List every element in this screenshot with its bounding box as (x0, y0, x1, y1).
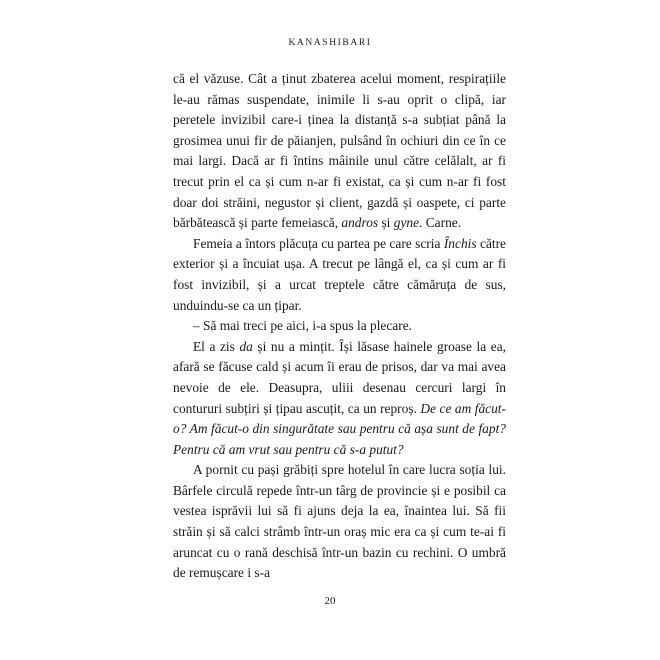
text-run: El a zis (193, 338, 240, 354)
paragraph (173, 69, 506, 234)
paragraph (173, 337, 506, 461)
body-text (173, 69, 506, 584)
text-run: Femeia a întors plăcuța cu partea pe care scria (193, 235, 444, 251)
text-run: și nu a mințit. Își lăsase hainele groase la ea, afară se făcuse cald și acum îi erau de prisos, dar va mai avea nevoie de ele. Deasupra, uliii desenau cercuri largi în contururi subțiri și țipau ascuțit, ca un reproș. (173, 338, 507, 416)
italic-text: Închis (443, 235, 477, 251)
running-head: KANASHIBARI (288, 38, 372, 48)
italic-text: andros (341, 215, 379, 231)
paragraph (173, 316, 506, 337)
text-run: . Carne. (419, 215, 462, 231)
text-run: că el văzuse. Cât a ținut zbaterea acelui moment, respirațiile le-au rămas suspendate, inimile li s-au oprit o clipă, iar peretele invizibil care-i ținea la distanță s-a subțiat până la grosimea unui fir de păianjen, pulsând în ochiuri din ce în ce mai largi. Dacă ar fi întins mâinile unul către celălalt, ar fi trecut prin el ca și cum n-ar fi existat, ca și cum n-ar fi fost doar doi străini, negustor și client, gazdă și oaspete, ci parte bărbătească și parte femeiască, (173, 71, 506, 231)
text-run: – Să mai treci pe aici, i-a spus la plecare. (193, 318, 412, 334)
italic-text: da (239, 338, 253, 354)
italic-text: gyne (393, 215, 420, 231)
text-run: către exterior și a încuiat ușa. A trecut pe lângă el, ca și cum ar fi fost invizibil, și a urcat treptele către cămăruța de sus, unduindu-se ca un țipar. (173, 235, 507, 313)
paragraph (173, 460, 506, 584)
text-run: A pornit cu pași grăbiți spre hotelul în care lucra soția lui. Bârfele circulă repede într-un târg de provincie și e posibil ca vestea isprăvii lui să fi ajuns deja la ea, înaintea lui. Să fii străin și să calci strâmb într-un oraș mic era ca și cum te-ai fi aruncat cu o rană deschisă într-un bazin cu rechini. O umbră de remușcare i s-a (173, 462, 506, 581)
italic-text: De ce am făcut-o? Am făcut-o din singurătate sau pentru că așa sunt de fapt? Pentru că am vrut sau pentru că s-a putut? (173, 400, 506, 457)
text-run: și (378, 215, 394, 231)
page-number: 20 (324, 595, 336, 607)
paragraph (173, 234, 506, 316)
